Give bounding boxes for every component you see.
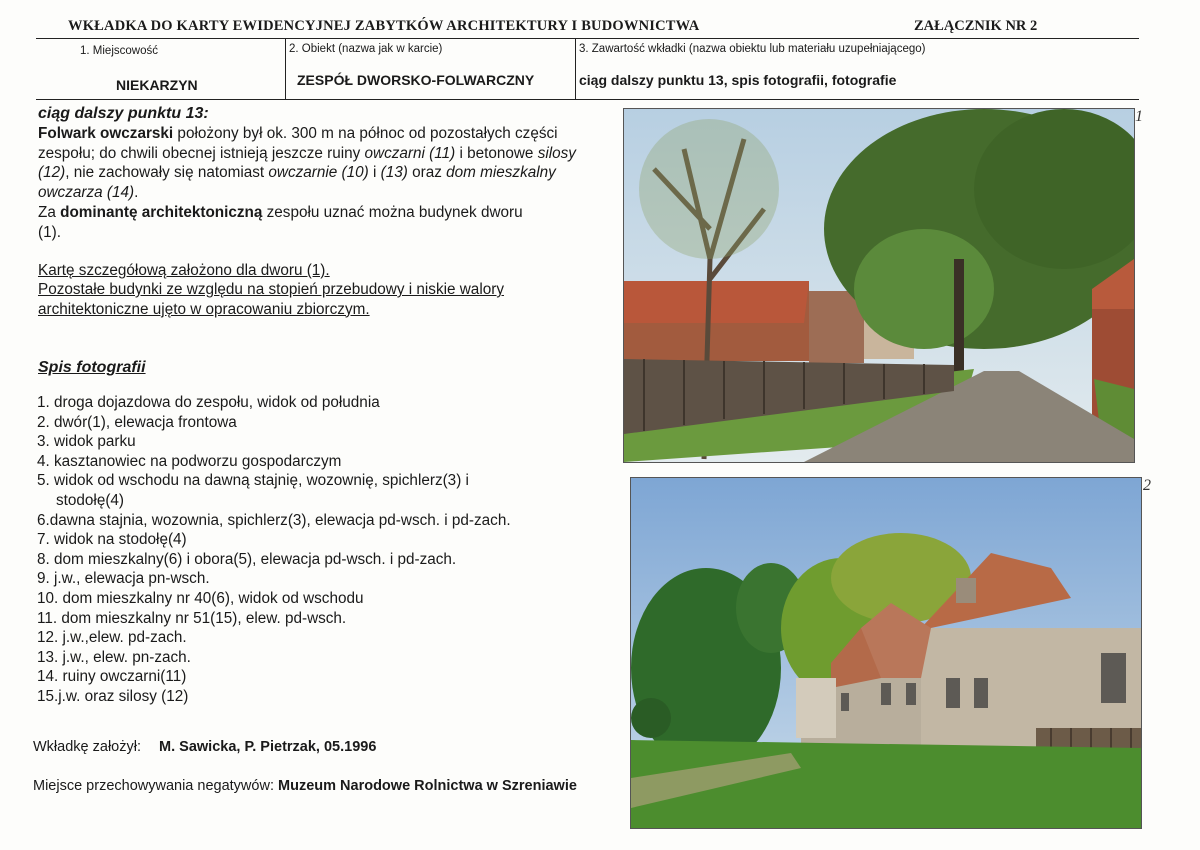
list-item: 10. dom mieszkalny nr 40(6), widok od wschodu	[37, 589, 364, 607]
form-top-line	[36, 38, 1139, 39]
photo-list	[37, 393, 597, 707]
section-heading: ciąg dalszy punktu 13:	[38, 105, 209, 122]
storage-line	[33, 778, 577, 794]
storage-value: Muzeum Narodowe Rolnictwa w Szreniawie	[278, 778, 577, 794]
detail-card-note: Kartę szczegółową założono dla dworu (1).	[38, 262, 330, 279]
object-value: ZESPÓŁ DWORSKO-FOLWARCZNY	[297, 72, 535, 88]
author-label: Wkładkę założył:	[33, 739, 141, 755]
photo-list-heading: Spis fotografii	[38, 359, 146, 376]
photo-number-1: 1	[1135, 108, 1143, 125]
dominant-description: Za dominantę architektoniczną zespołu uznać można budynek dworu (1).	[38, 204, 523, 241]
storage-label: Miejsce przechowywania negatywów:	[33, 778, 274, 794]
locality-label: 1. Miejscowość	[80, 45, 158, 57]
author-line	[33, 739, 376, 755]
list-item: 3. widok parku	[37, 433, 136, 451]
photo-access-road	[623, 108, 1135, 463]
list-item: 1. droga dojazdowa do zespołu, widok od południa	[37, 394, 380, 411]
list-item: 7. widok na stodołę(4)	[37, 531, 187, 549]
list-item: 13. j.w., elew. pn-zach.	[37, 648, 191, 666]
list-item: 9. j.w., elewacja pn-wsch.	[37, 570, 210, 588]
form-divider-1	[285, 38, 286, 99]
annex-number: ZAŁĄCZNIK NR 2	[914, 18, 1038, 34]
locality-value: NIEKARZYN	[116, 77, 198, 93]
form-bottom-line	[36, 99, 1139, 100]
contents-label: 3. Zawartość wkładki (nazwa obiektu lub materiału uzupełniającego)	[579, 43, 926, 55]
list-item: 5. widok od wschodu na dawną stajnię, wozownię, spichlerz(3) i	[37, 472, 469, 490]
form-divider-2	[575, 38, 576, 99]
list-item: 2. dwór(1), elewacja frontowa	[37, 413, 237, 431]
list-item: 12. j.w.,elew. pd-zach.	[37, 629, 187, 647]
list-item: 14. ruiny owczarni(11)	[37, 668, 187, 686]
photo-manor-front	[630, 477, 1142, 829]
author-value: M. Sawicka, P. Pietrzak, 05.1996	[159, 739, 377, 755]
list-item: 11. dom mieszkalny nr 51(15), elew. pd-wsch.	[37, 609, 347, 627]
list-item: stodołę(4)	[56, 491, 125, 509]
photo-number-2: 2	[1143, 477, 1151, 494]
list-item: 4. kasztanowiec na podworzu gospodarczym	[37, 452, 342, 470]
farm-description: Folwark owczarski położony był ok. 300 m na północ od pozostałych części zespołu; do chwili obecnej istnieją jeszcze ruiny owczarni (11) i betonowe silosy (12), nie zachowały się natomiast owczarnie (10) i (13) oraz dom mieszkalny owczarza (14).	[38, 125, 576, 201]
contents-value: ciąg dalszy punktu 13, spis fotografii, fotografie	[579, 72, 897, 88]
list-item: 6.dawna stajnia, wozownia, spichlerz(3), elewacja pd-wsch. i pd-zach.	[37, 511, 511, 529]
object-label: 2. Obiekt (nazwa jak w karcie)	[289, 43, 443, 55]
list-item: 15.j.w. oraz silosy (12)	[37, 687, 189, 705]
document-title: WKŁADKA DO KARTY EWIDENCYJNEJ ZABYTKÓW ARCHITEKTURY I BUDOWNICTWA	[68, 18, 700, 34]
list-item: 8. dom mieszkalny(6) i obora(5), elewacja pd-wsch. i pd-zach.	[37, 550, 457, 568]
other-buildings-note: Pozostałe budynki ze względu na stopień przebudowy i niskie walory architektoniczne ujęto w opracowaniu zbiorczym.	[38, 281, 504, 318]
